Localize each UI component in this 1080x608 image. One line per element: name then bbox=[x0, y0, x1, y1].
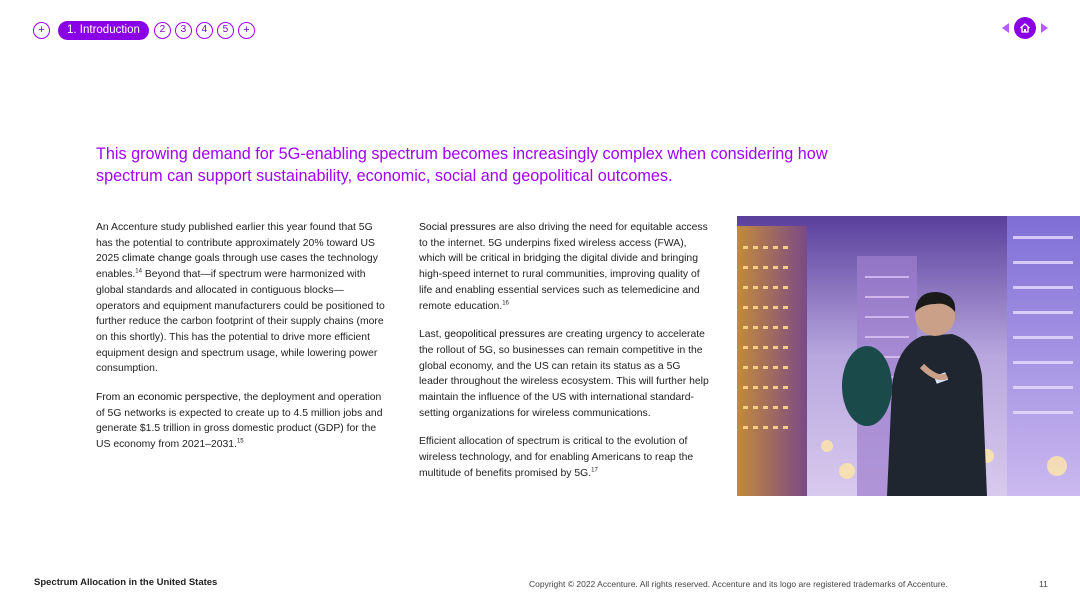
city-illustration bbox=[737, 216, 1080, 496]
triangle-left-icon[interactable] bbox=[1002, 23, 1009, 33]
tab-5[interactable]: 5 bbox=[217, 22, 234, 39]
headline: This growing demand for 5G-enabling spectrum becomes increasingly complex when considering how spectrum can support sustainability, economic, social and geopolitical outcomes. bbox=[96, 145, 828, 185]
page-number: 11 bbox=[1039, 579, 1048, 589]
paragraph-economic: From an economic perspective, the deployment and operation of 5G networks is expected to create up to 4.5 million jobs and generate $1.5 trillion in gross domestic product (GDP) for the US economy from 2021–2031.15 bbox=[96, 392, 383, 451]
home-icon bbox=[1019, 22, 1031, 34]
plus-icon: + bbox=[38, 23, 45, 36]
section-nav bbox=[33, 20, 255, 40]
city-night-photo bbox=[737, 216, 1080, 496]
paragraph-conclusion: Efficient allocation of spectrum is critical to the evolution of wireless technology, and for enabling Americans to reap the multitude of benefits promised by 5G.$^{17}$ bbox=[419, 436, 694, 479]
tab-introduction[interactable]: 1. Introduction bbox=[58, 21, 149, 40]
tab-2[interactable]: 2 bbox=[154, 22, 171, 39]
body-column-middle bbox=[419, 220, 709, 495]
home-button[interactable] bbox=[1014, 17, 1036, 39]
plus-icon: + bbox=[243, 23, 250, 36]
tab-3[interactable]: 3 bbox=[175, 22, 192, 39]
paragraph-social: Social pressures are also driving the need for equitable access to the internet. 5G underpins fixed wireless access (FWA), which will be critical in bridging the digital divide and bringing high-speed internet to rural communities, improving quality of life and enabling essential services such as telemedicine and remote education.$^{16}$ bbox=[419, 222, 708, 312]
body-column-left bbox=[96, 220, 386, 466]
paragraph-geopolitical: Last, geopolitical pressures are creating urgency to accelerate the rollout of 5G, so businesses can remain competitive in the global economy, and the US can retain its status as a 5G leader throughout the wireless ecosystem. This will further help maintain the influence of the US with international standard-setting organizations for wireless communications. bbox=[419, 329, 709, 419]
footer-title: Spectrum Allocation in the United States bbox=[34, 577, 218, 588]
tab-4[interactable]: 4 bbox=[196, 22, 213, 39]
paragraph-climate: An Accenture study published earlier this year found that 5G has the potential to contribute approximately 20% toward US 2025 climate change goals through use cases the technology enables.$^{14}$ Beyond that—if spectrum were harmonized with global standards and allocated in contiguous blocks—operators and equipment manufacturers could be positioned to further reduce the carbon footprint of their supply chains (more on this shortly). This has the potential to drive more efficient equipment design and spectrum usage, while lowering power consumption. bbox=[96, 222, 385, 375]
triangle-right-icon[interactable] bbox=[1041, 23, 1048, 33]
footer-copyright: Copyright © 2022 Accenture. All rights reserved. Accenture and its logo are registered trademarks of Accenture. bbox=[529, 579, 948, 589]
next-section-button[interactable] bbox=[238, 22, 255, 39]
page-controls bbox=[1002, 17, 1048, 39]
prev-section-button[interactable] bbox=[33, 22, 50, 39]
